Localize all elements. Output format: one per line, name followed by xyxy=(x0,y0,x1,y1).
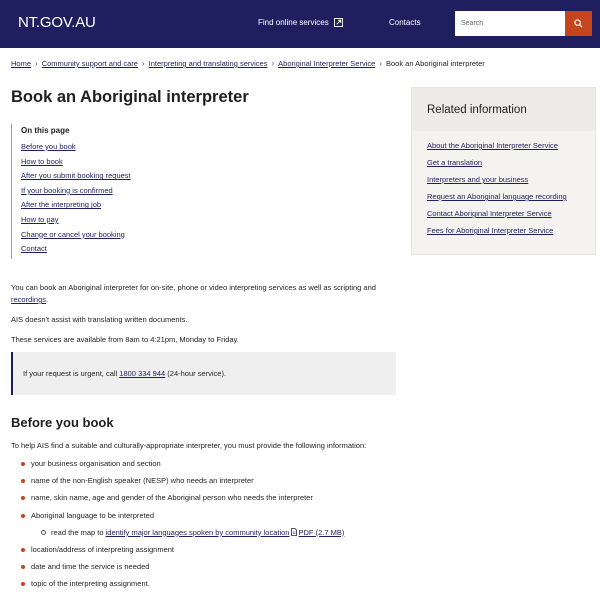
sub-list-item xyxy=(11,528,401,545)
intro-paragraph xyxy=(11,282,396,306)
related-link-get-translation[interactable]: Get a translation xyxy=(427,158,483,167)
chevron-right-icon: › xyxy=(35,59,38,68)
site-header xyxy=(0,0,600,48)
otp-link-booking-confirmed[interactable]: If your booking is confirmed xyxy=(21,185,113,195)
section-title-before-you-book: Before you book xyxy=(11,415,114,430)
search-input[interactable] xyxy=(455,11,565,36)
breadcrumb-community-support[interactable]: Community support and care xyxy=(41,59,138,68)
otp-link-before-you-book[interactable]: Before you book xyxy=(21,142,76,151)
intro-period: . xyxy=(46,295,49,304)
chevron-right-icon: › xyxy=(271,59,275,68)
related-link-fees[interactable]: Fees for Aboriginal Interpreter Service xyxy=(427,226,554,235)
language-map-link[interactable] xyxy=(106,528,345,537)
callout-text: If your request is urgent, call xyxy=(23,369,120,378)
callout-text-end: (24-hour service). xyxy=(165,369,227,378)
breadcrumb-home[interactable]: Home xyxy=(11,59,32,68)
pdf-icon xyxy=(291,528,297,536)
breadcrumb-current: Book an Aboriginal interpreter xyxy=(385,59,485,68)
language-map-link-text: identify major languages spoken by community location xyxy=(105,527,290,537)
list-item: location/address of interpreting assignment xyxy=(11,545,401,562)
otp-link-change-cancel[interactable]: Change or cancel your booking xyxy=(21,229,125,239)
on-this-page-nav xyxy=(11,124,201,259)
list-item: name, skin name, age and gender of the Aboriginal person who needs the interpreter xyxy=(11,493,401,510)
find-online-services-link[interactable] xyxy=(258,18,343,27)
related-link-contact-ais[interactable]: Contact Aboriginal Interpreter Service xyxy=(427,209,552,218)
availability-text: These services are available from 8am to 4:21pm, Monday to Friday. xyxy=(11,335,239,344)
breadcrumb-interpreting-services[interactable]: Interpreting and translating services xyxy=(148,59,268,68)
sub-item-text: read the map to xyxy=(51,527,106,537)
contacts-link[interactable]: Contacts xyxy=(389,18,421,27)
external-link-icon xyxy=(334,18,343,27)
list-item: name of the non-English speaker (NESP) who needs an interpreter xyxy=(11,476,401,493)
breadcrumb-ais[interactable]: Aboriginal Interpreter Service xyxy=(278,59,376,68)
recordings-link[interactable]: recordings xyxy=(11,295,47,304)
related-link-request-recording[interactable]: Request an Aboriginal language recording xyxy=(427,192,567,201)
list-item: Aboriginal language to be interpreted xyxy=(11,511,401,528)
breadcrumb xyxy=(11,59,485,68)
urgent-phone-link[interactable]: 1800 334 944 xyxy=(119,369,166,378)
chevron-right-icon: › xyxy=(141,59,145,68)
intro-text: You can book an Aboriginal interpreter for on-site, phone or video interpreting services as well as scripting and xyxy=(11,283,376,292)
list-item: date and time the service is needed xyxy=(11,562,401,579)
otp-link-after-job[interactable]: After the interpreting job xyxy=(21,200,102,210)
otp-link-after-submit[interactable]: After you submit booking request xyxy=(21,171,131,181)
otp-link-contact[interactable]: Contact xyxy=(21,244,47,254)
chevron-right-icon: › xyxy=(379,59,382,68)
related-link-interpreters-business[interactable]: Interpreters and your business xyxy=(427,175,529,184)
related-information-heading: Related information xyxy=(412,88,595,131)
on-this-page-heading: On this page xyxy=(21,126,70,135)
before-you-book-intro: To help AIS find a suitable and culturally-appropriate interpreter, you must provide the following information: xyxy=(11,441,367,450)
related-link-about-ais[interactable]: About the Aboriginal Interpreter Service xyxy=(427,141,558,150)
search-button[interactable] xyxy=(565,11,592,36)
required-info-list xyxy=(11,459,401,597)
pdf-size-label: PDF (2.7 MB) xyxy=(298,527,345,537)
site-logo[interactable]: NT.GOV.AU xyxy=(18,14,96,31)
otp-link-how-to-pay[interactable]: How to pay xyxy=(21,214,59,224)
urgent-callout xyxy=(11,352,396,395)
search-icon xyxy=(574,19,583,28)
otp-link-how-to-book[interactable]: How to book xyxy=(21,156,63,166)
list-item: topic of the interpreting assignment. xyxy=(11,579,401,596)
page-title: Book an Aboriginal interpreter xyxy=(11,88,249,106)
no-translation-note: AIS doesn't assist with translating written documents. xyxy=(11,315,188,324)
list-item: your business organisation and section xyxy=(11,459,401,476)
find-online-services-label: Find online services xyxy=(258,18,329,27)
related-information-panel xyxy=(411,87,596,255)
